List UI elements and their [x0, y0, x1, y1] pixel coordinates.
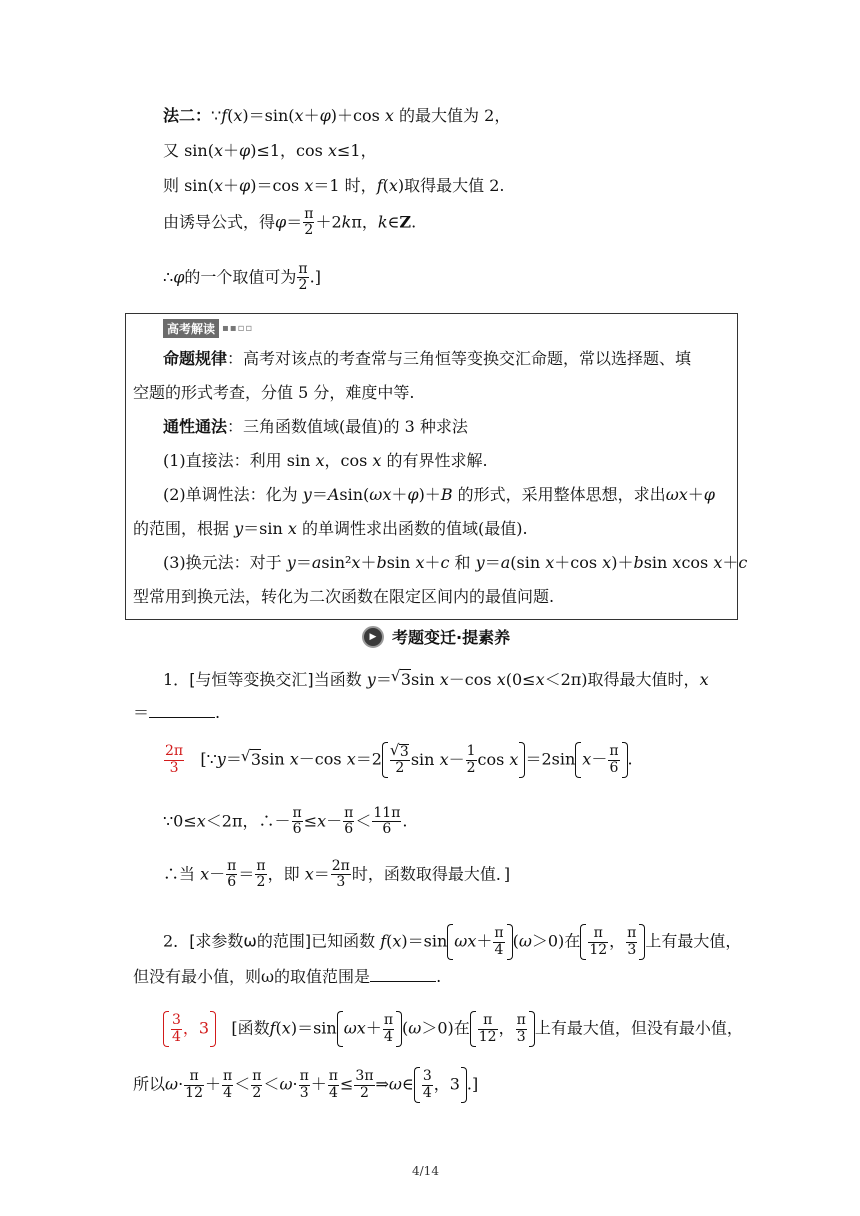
- tag-dots-icon: ▪▪▫▫: [222, 323, 254, 334]
- q1-line2: ＝ .: [133, 703, 221, 722]
- box-p5: 的范围，根据 y＝sin x 的单调性求出函数的值域(最值).: [133, 519, 528, 538]
- q1-solution-line3: ∴当 x－ $\frac{\pi}{6}$ ＝ $\frac{\pi}{2}$ ，即 x＝ $\frac{2\pi}{3}$ 时，函数取得最大值．]: [163, 858, 511, 891]
- q2-answer: $\frac{3}{4}$ ，3: [163, 1011, 216, 1047]
- method2-line1: 法二：∵f(x)＝sin(x＋φ)＋cos x 的最大值为 2，: [163, 106, 511, 125]
- box-p1-cont: 空题的形式考查，分值 5 分，难度中等.: [133, 383, 415, 402]
- method2-label: 法二：: [163, 106, 212, 125]
- page-number: 4/14: [412, 1164, 439, 1178]
- method2-line5: ∴φ的一个取值可为 $\frac{\pi}{2}$ .]: [163, 261, 321, 294]
- box-p3: (1)直接法：利用 sin x，cos x 的有界性求解.: [163, 451, 488, 470]
- method2-line3: 则 sin(x＋φ)＝cos x＝1 时，f(x)取得最大值 2.: [163, 176, 505, 195]
- box-p2: 通性通法：三角函数值域(最值)的 3 种求法: [163, 417, 468, 436]
- q2-line2: 但没有最小值，则ω的取值范围是 .: [133, 967, 442, 986]
- q2-tag: [求参数ω的范围]: [189, 931, 312, 951]
- tag-label: 高考解读: [163, 319, 219, 338]
- q1-tag: [与恒等变换交汇]: [189, 670, 314, 689]
- q1-solution-line1: $\frac{2\pi}{3}$ [∵y＝√ 3sin x－cos x＝2 √ $\frac{3}{2}$ sin x－ $\frac{1}{2}$ cos x ＝2sin x－ $\frac{\pi}{6}$ .: [163, 742, 633, 778]
- section-title: 考题变迁·提素养: [392, 628, 511, 647]
- answer-blank-2: [370, 967, 436, 982]
- box-p7: 型常用到换元法，转化为二次函数在限定区间内的最值问题.: [133, 587, 555, 606]
- box-p1: 命题规律：高考对该点的考查常与三角恒等变换交汇命题，常以选择题、填: [163, 349, 692, 368]
- box-p4: (2)单调性法：化为 y＝Asin(ωx＋φ)＋B 的形式，采用整体思想，求出ωx＋φ: [163, 485, 715, 504]
- q1-solution-line2: ∵0≤x＜2π，∴－ $\frac{\pi}{6}$ ≤x－ $\frac{\pi}{6}$ ＜ $\frac{11\pi}{6}$ .: [163, 805, 408, 838]
- section-header: [362, 625, 510, 648]
- method2-line4: 由诱导公式，得φ＝ $\frac{\pi}{2}$ ＋2kπ，k∈Z.: [163, 206, 417, 239]
- q1-line1: 1．[与恒等变换交汇]当函数 y＝√ 3sin x－cos x(0≤x＜2π)取得最大值时，x: [163, 669, 709, 689]
- q2-solution-line1: $\frac{3}{4}$ ，3 [函数f(x)＝sin ωx＋ $\frac{\pi}{4}$ (ω＞0)在 $\frac{\pi}{12}$ ， $\frac{\pi}{3}$ 上有最大值，但没有最小值，: [163, 1011, 743, 1047]
- play-icon: ▶: [362, 626, 384, 648]
- box-p6: (3)换元法：对于 y＝asin²x＋bsin x＋c 和 y＝a(sin x＋cos x)＋bsin xcos x＋c: [163, 553, 748, 572]
- q2-solution-line2: 所以ω· $\frac{\pi}{12}$ ＋ $\frac{\pi}{4}$ ＜ $\frac{\pi}{2}$ ＜ω· $\frac{\pi}{3}$ ＋ $\frac{\pi}{4}$ ≤ $\frac{3\pi}{2}$ ⇒ω∈ $\frac{3}{4}$ ，3 .]: [133, 1067, 478, 1103]
- method2-line2: 又 sin(x＋φ)≤1，cos x≤1，: [163, 141, 377, 160]
- q2-line1: 2．[求参数ω的范围]已知函数 f(x)＝sin ωx＋ $\frac{\pi}{4}$ (ω＞0)在 $\frac{\pi}{12}$ ， $\frac{\pi}{3}$ 上有最大值，: [163, 924, 741, 960]
- exam-analysis-tag: [163, 319, 253, 338]
- q1-answer: $\frac{2\pi}{3}$: [165, 743, 184, 776]
- answer-blank: [149, 703, 215, 718]
